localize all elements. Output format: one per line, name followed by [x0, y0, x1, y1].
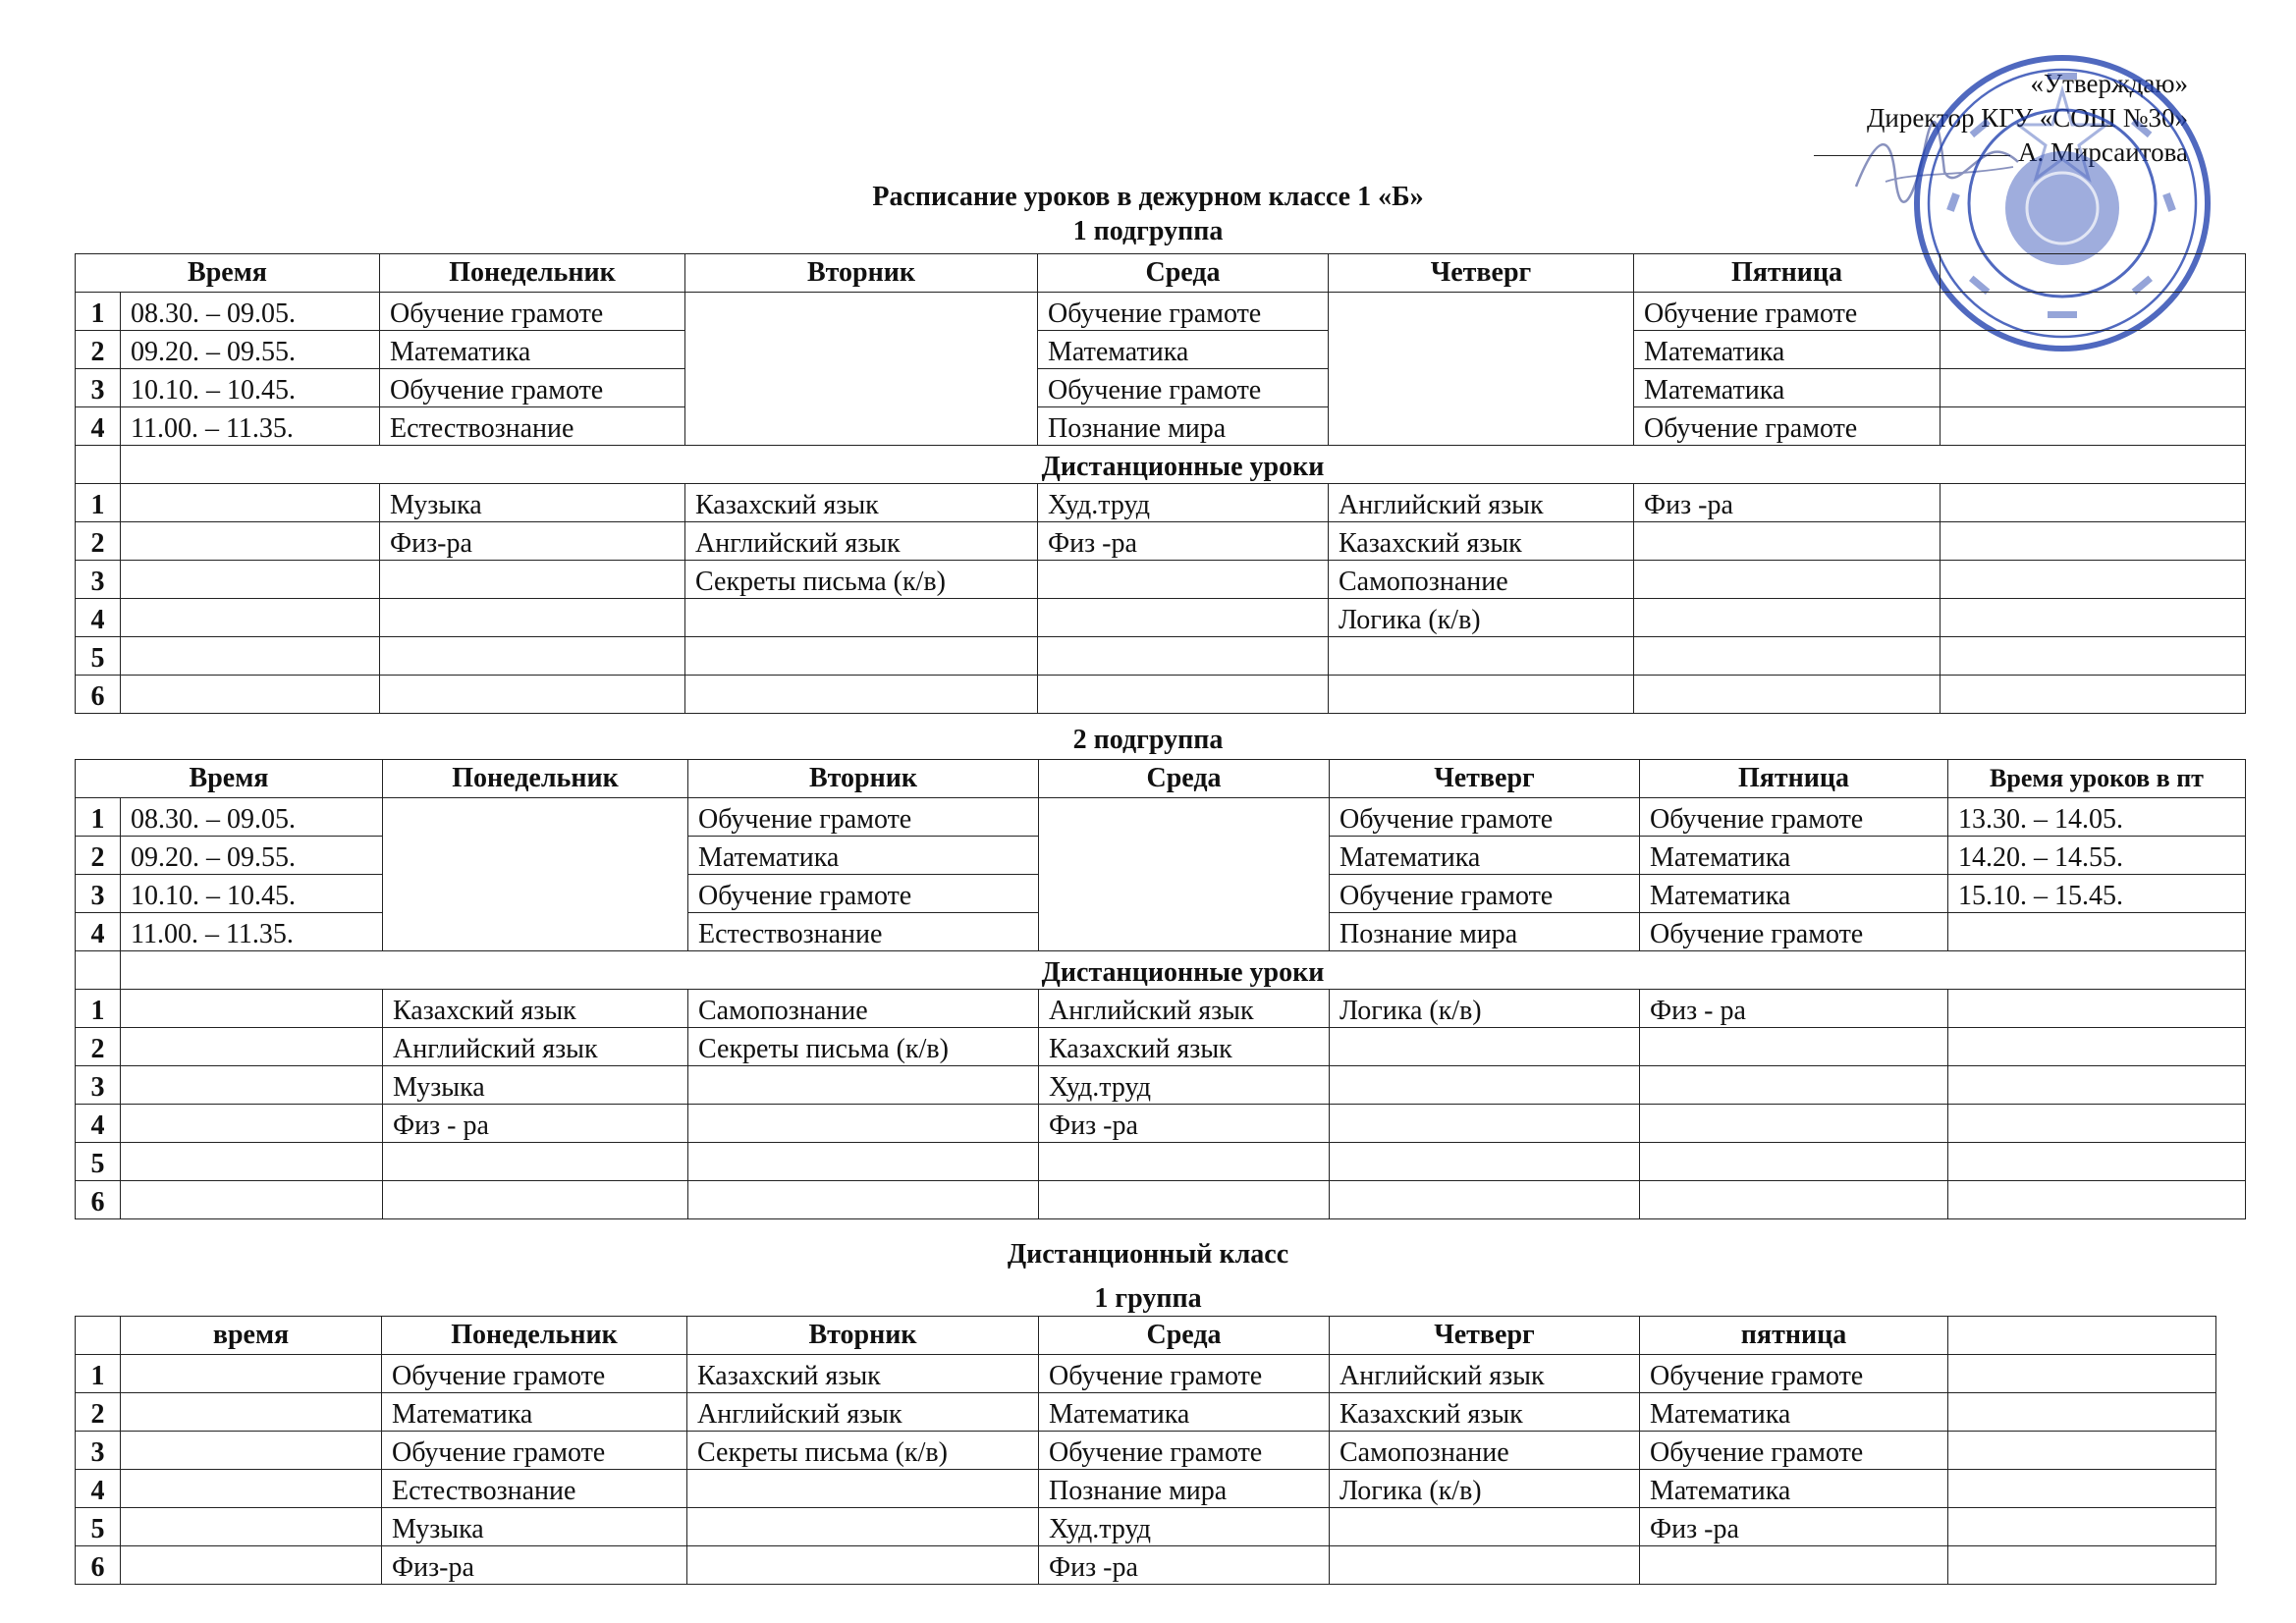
distance-lesson: Казахский язык: [1329, 522, 1634, 561]
distance-lesson: Логика (к/в): [1329, 599, 1634, 637]
extra-cell: [1941, 407, 2246, 446]
class-lesson: Физ-ра: [382, 1546, 687, 1585]
class-lesson: Казахский язык: [1330, 1393, 1640, 1432]
class-lesson: Математика: [1039, 1393, 1330, 1432]
header-tuesday: Вторник: [688, 760, 1039, 798]
friday-time: [1948, 913, 2246, 951]
distance-lesson: [383, 1143, 688, 1181]
subgroup-2-table: [75, 759, 2246, 1219]
class-lesson: Обучение грамоте: [1039, 1355, 1330, 1393]
distance-banner-row: [76, 446, 2246, 484]
distance-lesson: [1941, 522, 2246, 561]
row-number: 5: [76, 1508, 121, 1546]
distance-lesson: [1634, 522, 1941, 561]
header-time: Время: [76, 760, 383, 798]
lesson-time: [121, 1181, 383, 1219]
distance-lesson: Казахский язык: [685, 484, 1038, 522]
tuesday-lesson: Математика: [688, 837, 1039, 875]
class-lesson: [1948, 1470, 2216, 1508]
tuesday-lesson: Обучение грамоте: [688, 875, 1039, 913]
distance-lesson: Физ - ра: [1640, 990, 1948, 1028]
class-lesson: [687, 1546, 1039, 1585]
distance-class-table: [75, 1316, 2216, 1585]
class-lesson: Обучение грамоте: [1640, 1355, 1948, 1393]
distance-lesson: Самопознание: [1329, 561, 1634, 599]
class-lesson: Естествознание: [382, 1470, 687, 1508]
distance-lesson: [1038, 676, 1329, 714]
distance-lesson: Английский язык: [383, 1028, 688, 1066]
distance-lesson: Казахский язык: [383, 990, 688, 1028]
class-lesson: Обучение грамоте: [1039, 1432, 1330, 1470]
table-row: [76, 1393, 2216, 1432]
monday-empty: [383, 798, 688, 951]
class-lesson: Математика: [1640, 1470, 1948, 1508]
class-lesson: Физ -ра: [1039, 1546, 1330, 1585]
lesson-time: 10.10. – 10.45.: [121, 369, 380, 407]
class-lesson: Английский язык: [1330, 1355, 1640, 1393]
distance-lesson: Английский язык: [1039, 990, 1330, 1028]
header-wednesday: Среда: [1039, 760, 1330, 798]
table-row: [76, 1470, 2216, 1508]
row-number: 4: [76, 1105, 121, 1143]
row-number: 6: [76, 1546, 121, 1585]
distance-lesson: [383, 1181, 688, 1219]
distance-lesson: [1948, 1028, 2246, 1066]
distance-lesson: [688, 1143, 1039, 1181]
distance-lesson: [1330, 1066, 1640, 1105]
subgroup-2-distance-rows: [76, 990, 2246, 1219]
thursday-lesson: Познание мира: [1330, 913, 1640, 951]
distance-lesson: Английский язык: [1329, 484, 1634, 522]
distance-lesson: [1640, 1181, 1948, 1219]
distance-lesson: [1634, 637, 1941, 676]
distance-lesson: [1634, 599, 1941, 637]
header-friday-times: Время уроков в пт: [1948, 760, 2246, 798]
banner-spacer: [76, 446, 121, 484]
row-number: 1: [76, 484, 121, 522]
table-row: [76, 369, 2246, 407]
friday-time: 15.10. – 15.45.: [1948, 875, 2246, 913]
lesson-time: [121, 990, 383, 1028]
table-row: [76, 484, 2246, 522]
monday-lesson: Естествознание: [380, 407, 685, 446]
subgroup-2-label: 2 подгруппа: [1072, 725, 1224, 755]
distance-lesson: [380, 561, 685, 599]
class-lesson: [1948, 1355, 2216, 1393]
table-row: [76, 798, 2246, 837]
distance-lesson: [1640, 1028, 1948, 1066]
tuesday-empty: [685, 293, 1038, 446]
distance-lesson: Худ.труд: [1039, 1066, 1330, 1105]
header-tuesday: Вторник: [687, 1317, 1039, 1355]
distance-class-label: Дистанционный класс: [1007, 1239, 1289, 1270]
friday-lesson: Обучение грамоте: [1640, 913, 1948, 951]
table-row: [76, 599, 2246, 637]
table-row: [76, 1546, 2216, 1585]
class-lesson: [1948, 1393, 2216, 1432]
distance-lesson: Секреты письма (к/в): [685, 561, 1038, 599]
header-monday: Понедельник: [380, 254, 685, 293]
subgroup-1-distance-rows: [76, 484, 2246, 714]
lesson-time: 08.30. – 09.05.: [121, 798, 383, 837]
row-number: 1: [76, 293, 121, 331]
table-row: [76, 1143, 2246, 1181]
row-number: 6: [76, 1181, 121, 1219]
wednesday-lesson: Обучение грамоте: [1038, 369, 1329, 407]
row-number: 1: [76, 1355, 121, 1393]
distance-class-rows: [76, 1355, 2216, 1585]
header-extra: [1941, 254, 2246, 293]
extra-cell: [1941, 369, 2246, 407]
distance-lesson: Физ-ра: [380, 522, 685, 561]
distance-lesson: [688, 1105, 1039, 1143]
lesson-time: 11.00. – 11.35.: [121, 407, 380, 446]
distance-lesson: [685, 637, 1038, 676]
thursday-empty: [1329, 293, 1634, 446]
subgroup-1-label: 1 подгруппа: [1072, 216, 1224, 246]
table-row: [76, 1508, 2216, 1546]
distance-lesson: [1640, 1105, 1948, 1143]
monday-lesson: Математика: [380, 331, 685, 369]
table-row: [76, 522, 2246, 561]
distance-lesson: [1640, 1066, 1948, 1105]
header-friday: пятница: [1640, 1317, 1948, 1355]
friday-lesson: Обучение грамоте: [1640, 798, 1948, 837]
distance-lesson: [1634, 676, 1941, 714]
row-number: 1: [76, 990, 121, 1028]
class-lesson: Казахский язык: [687, 1355, 1039, 1393]
thursday-lesson: Математика: [1330, 837, 1640, 875]
row-number: 3: [76, 1432, 121, 1470]
lesson-time: [121, 522, 380, 561]
header-monday: Понедельник: [383, 760, 688, 798]
lesson-time: 09.20. – 09.55.: [121, 331, 380, 369]
class-lesson: Математика: [382, 1393, 687, 1432]
distance-lesson: [380, 637, 685, 676]
class-lesson: Худ.труд: [1039, 1508, 1330, 1546]
distance-lesson: [1948, 1066, 2246, 1105]
row-number: 1: [76, 798, 121, 837]
lesson-time: [121, 1393, 382, 1432]
table-row: [76, 1355, 2216, 1393]
header-thursday: Четверг: [1329, 254, 1634, 293]
class-lesson: Обучение грамоте: [1640, 1432, 1948, 1470]
distance-lesson: Физ -ра: [1634, 484, 1941, 522]
row-number: 6: [76, 676, 121, 714]
class-lesson: [1948, 1546, 2216, 1585]
class-lesson: [687, 1470, 1039, 1508]
distance-lesson: [1330, 1181, 1640, 1219]
distance-lesson: [1330, 1105, 1640, 1143]
wednesday-lesson: Обучение грамоте: [1038, 293, 1329, 331]
distance-lesson: Логика (к/в): [1330, 990, 1640, 1028]
header-time: время: [121, 1317, 382, 1355]
table-header-row: [76, 254, 2246, 293]
table-row: [76, 676, 2246, 714]
tuesday-lesson: Естествознание: [688, 913, 1039, 951]
friday-lesson: Математика: [1640, 837, 1948, 875]
header-monday: Понедельник: [382, 1317, 687, 1355]
distance-lesson: Английский язык: [685, 522, 1038, 561]
distance-lesson: [1038, 637, 1329, 676]
lesson-time: [121, 1508, 382, 1546]
table-row: [76, 637, 2246, 676]
table-row: [76, 1028, 2246, 1066]
distance-lesson: [1948, 1181, 2246, 1219]
distance-lesson: [1039, 1143, 1330, 1181]
wednesday-lesson: Математика: [1038, 331, 1329, 369]
distance-lesson: [685, 599, 1038, 637]
distance-lesson: [1640, 1143, 1948, 1181]
banner-spacer: [76, 951, 121, 990]
distance-lesson: [1948, 990, 2246, 1028]
distance-lesson: [1941, 676, 2246, 714]
header-friday: Пятница: [1634, 254, 1941, 293]
class-lesson: Познание мира: [1039, 1470, 1330, 1508]
distance-lesson: [1039, 1181, 1330, 1219]
table-row: [76, 1066, 2246, 1105]
lesson-time: 11.00. – 11.35.: [121, 913, 383, 951]
header-wednesday: Среда: [1038, 254, 1329, 293]
class-lesson: Музыка: [382, 1508, 687, 1546]
class-lesson: Логика (к/в): [1330, 1470, 1640, 1508]
distance-lesson: [1941, 599, 2246, 637]
distance-lesson: Самопознание: [688, 990, 1039, 1028]
distance-lesson: Музыка: [383, 1066, 688, 1105]
friday-lesson: Обучение грамоте: [1634, 407, 1941, 446]
wednesday-empty: [1039, 798, 1330, 951]
distance-lessons-banner: Дистанционные уроки: [121, 951, 2246, 990]
distance-lesson: [1038, 561, 1329, 599]
distance-lesson: [1941, 484, 2246, 522]
lesson-time: [121, 1432, 382, 1470]
lesson-time: [121, 1066, 383, 1105]
distance-lesson: [685, 676, 1038, 714]
header-friday: Пятница: [1640, 760, 1948, 798]
row-number: 2: [76, 1028, 121, 1066]
class-lesson: Английский язык: [687, 1393, 1039, 1432]
table-header-row: [76, 1317, 2216, 1355]
approval-director-name: А. Мирсаитова: [2017, 137, 2188, 167]
monday-lesson: Обучение грамоте: [380, 293, 685, 331]
row-number: 4: [76, 913, 121, 951]
row-number: 2: [76, 331, 121, 369]
class-lesson: [1948, 1508, 2216, 1546]
distance-lesson: Физ -ра: [1038, 522, 1329, 561]
table-row: [76, 293, 2246, 331]
document-title: Расписание уроков в дежурном классе 1 «Б»: [872, 182, 1424, 212]
distance-lesson: [1941, 637, 2246, 676]
friday-lesson: Математика: [1634, 369, 1941, 407]
extra-cell: [1941, 293, 2246, 331]
row-number: 2: [76, 1393, 121, 1432]
row-number: 4: [76, 407, 121, 446]
distance-lesson: [1948, 1143, 2246, 1181]
monday-lesson: Обучение грамоте: [380, 369, 685, 407]
distance-lesson: [688, 1181, 1039, 1219]
header-thursday: Четверг: [1330, 1317, 1640, 1355]
distance-group-label: 1 группа: [1094, 1283, 1202, 1314]
header-time: Время: [76, 254, 380, 293]
table-row: [76, 561, 2246, 599]
approval-heading: «Утверждаю»: [2030, 69, 2188, 98]
tuesday-lesson: Обучение грамоте: [688, 798, 1039, 837]
friday-time: 13.30. – 14.05.: [1948, 798, 2246, 837]
distance-lesson: [1330, 1028, 1640, 1066]
row-number: 4: [76, 1470, 121, 1508]
class-lesson: [1330, 1508, 1640, 1546]
friday-time: 14.20. – 14.55.: [1948, 837, 2246, 875]
distance-lesson: Секреты письма (к/в): [688, 1028, 1039, 1066]
friday-lesson: Обучение грамоте: [1634, 293, 1941, 331]
lesson-time: 09.20. – 09.55.: [121, 837, 383, 875]
row-number: 2: [76, 837, 121, 875]
header-wednesday: Среда: [1039, 1317, 1330, 1355]
class-lesson: Физ -ра: [1640, 1508, 1948, 1546]
thursday-lesson: Обучение грамоте: [1330, 875, 1640, 913]
distance-lesson: [380, 676, 685, 714]
distance-lesson: [1948, 1105, 2246, 1143]
extra-cell: [1941, 331, 2246, 369]
header-number-blank: [76, 1317, 121, 1355]
table-row: [76, 331, 2246, 369]
friday-lesson: Математика: [1634, 331, 1941, 369]
thursday-lesson: Обучение грамоте: [1330, 798, 1640, 837]
header-extra: [1948, 1317, 2216, 1355]
row-number: 3: [76, 369, 121, 407]
lesson-time: 08.30. – 09.05.: [121, 293, 380, 331]
distance-lesson: Музыка: [380, 484, 685, 522]
class-lesson: Секреты письма (к/в): [687, 1432, 1039, 1470]
class-lesson: Математика: [1640, 1393, 1948, 1432]
table-row: [76, 1181, 2246, 1219]
class-lesson: Самопознание: [1330, 1432, 1640, 1470]
row-number: 4: [76, 599, 121, 637]
distance-lesson: [1941, 561, 2246, 599]
lesson-time: [121, 599, 380, 637]
distance-lesson: [1330, 1143, 1640, 1181]
subgroup-1-table: [75, 253, 2246, 714]
distance-lesson: [1329, 637, 1634, 676]
distance-lesson: Физ - ра: [383, 1105, 688, 1143]
row-number: 2: [76, 522, 121, 561]
lesson-time: [121, 676, 380, 714]
lesson-time: [121, 1355, 382, 1393]
approval-position: Директор КГУ «СОШ №30»: [1866, 103, 2188, 133]
row-number: 3: [76, 875, 121, 913]
class-lesson: [1640, 1546, 1948, 1585]
header-thursday: Четверг: [1330, 760, 1640, 798]
class-lesson: Обучение грамоте: [382, 1432, 687, 1470]
distance-lesson: [1038, 599, 1329, 637]
distance-lesson: [380, 599, 685, 637]
row-number: 5: [76, 1143, 121, 1181]
table-row: [76, 1105, 2246, 1143]
row-number: 5: [76, 637, 121, 676]
lesson-time: [121, 1143, 383, 1181]
table-row: [76, 1432, 2216, 1470]
lesson-time: [121, 484, 380, 522]
class-lesson: Обучение грамоте: [382, 1355, 687, 1393]
lesson-time: [121, 637, 380, 676]
row-number: 3: [76, 561, 121, 599]
table-row: [76, 407, 2246, 446]
lesson-time: [121, 1470, 382, 1508]
distance-banner-row: [76, 951, 2246, 990]
row-number: 3: [76, 1066, 121, 1105]
distance-lesson: Физ -ра: [1039, 1105, 1330, 1143]
friday-lesson: Математика: [1640, 875, 1948, 913]
distance-lesson: Казахский язык: [1039, 1028, 1330, 1066]
lesson-time: [121, 561, 380, 599]
class-lesson: [1948, 1432, 2216, 1470]
table-header-row: [76, 760, 2246, 798]
distance-lessons-banner: Дистанционные уроки: [121, 446, 2246, 484]
wednesday-lesson: Познание мира: [1038, 407, 1329, 446]
class-lesson: [1330, 1546, 1640, 1585]
class-lesson: [687, 1508, 1039, 1546]
lesson-time: [121, 1105, 383, 1143]
header-tuesday: Вторник: [685, 254, 1038, 293]
lesson-time: [121, 1546, 382, 1585]
distance-lesson: [1634, 561, 1941, 599]
distance-lesson: [1329, 676, 1634, 714]
lesson-time: [121, 1028, 383, 1066]
distance-lesson: [688, 1066, 1039, 1105]
lesson-time: 10.10. – 10.45.: [121, 875, 383, 913]
table-row: [76, 990, 2246, 1028]
distance-lesson: Худ.труд: [1038, 484, 1329, 522]
